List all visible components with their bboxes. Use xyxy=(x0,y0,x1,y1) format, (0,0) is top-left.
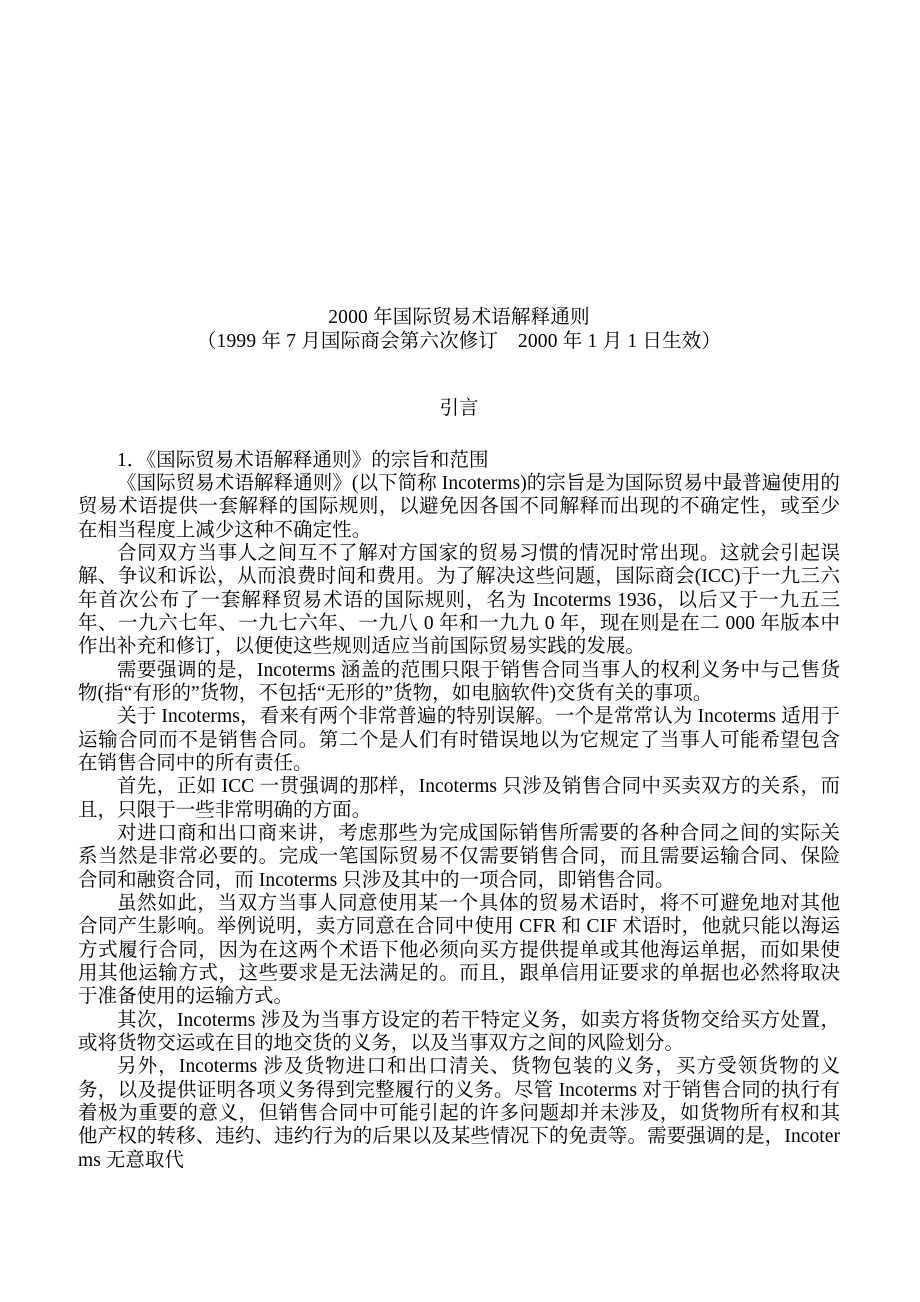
paragraph: 另外，Incoterms 涉及货物进口和出口清关、货物包装的义务，买方受领货物的义务，以及提供证明各项义务得到完整履行的义务。尽管 Incoterms 对于销售合同的执行有着极为重要的意义，但销售合同中可能引起的许多问题却并未涉及，如货物所有权和其他产权的转移、违约、违约行为的后果以及某些情况下的免责等。需要强调的是，Incoterms 无意取代 xyxy=(78,1056,840,1171)
paragraph: 关于 Incoterms，看来有两个非常普遍的特别误解。一个是常常认为 Incoterms 适用于运输合同而不是销售合同。第二个是人们有时错误地以为它规定了当事人可能希望包含在销售合同中的所有责任。 xyxy=(78,706,840,774)
page-title: 2000 年国际贸易术语解释通则 xyxy=(328,307,590,328)
paragraph: 《国际贸易术语解释通则》(以下简称 Incoterms)的宗旨是为国际贸易中最普遍使用的贸易术语提供一套解释的国际规则，以避免因各国不同解释而出现的不确定性，或至少在相当程度上减少这种不确定性。 xyxy=(78,472,840,541)
page-subtitle: （1999 年 7 月国际商会第六次修订 2000 年 1 月 1 日生效） xyxy=(196,330,722,352)
paragraph: 首先，正如 ICC 一贯强调的那样，Incoterms 只涉及销售合同中买卖双方的关系，而且，只限于一些非常明确的方面。 xyxy=(78,776,840,821)
paragraph: 虽然如此，当双方当事人同意使用某一个具体的贸易术语时，将不可避免地对其他合同产生影响。举例说明，卖方同意在合同中使用 CFR 和 CIF 术语时，他就只能以海运方式履行合同，因为在这两个术语下他必须向买方提供提单或其他海运单据，而如果使用其他运输方式，这些要求是无法满足的。而且，跟单信用证要求的单据也必然将取决于准备使用的运输方式。 xyxy=(78,893,840,1008)
paragraph: 1．《国际贸易术语解释通则》的宗旨和范围 xyxy=(117,449,489,471)
paragraph: 其次，Incoterms 涉及为当事方设定的若干特定义务，如卖方将货物交给买方处置，或将货物交运或在目的地交货的义务，以及当事双方之间的风险划分。 xyxy=(78,1009,840,1055)
section-heading-introduction: 引言 xyxy=(439,398,479,419)
body-text xyxy=(78,449,840,1173)
paragraph: 对进口商和出口商来讲，考虑那些为完成国际销售所需要的各种合同之间的实际关系当然是非常必要的。完成一笔国际贸易不仅需要销售合同，而且需要运输合同、保险合同和融资合同，而 Incoterms 只涉及其中的一项合同，即销售合同。 xyxy=(78,823,840,891)
document-content xyxy=(78,0,840,1172)
paragraph: 需要强调的是，Incoterms 涵盖的范围只限于销售合同当事人的权利义务中与己售货物(指“有形的”货物，不包括“无形的”货物，如电脑软件)交货有关的事项。 xyxy=(78,659,840,704)
paragraph: 合同双方当事人之间互不了解对方国家的贸易习惯的情况时常出现。这就会引起误解、争议和诉讼，从而浪费时间和费用。为了解决这些问题，国际商会(ICC)于一九三六年首次公布了一套解释贸易术语的国际规则，名为 Incoterms 1936，以后又于一九五三年、一九六七年、一九七六年、一九八 0 年和一九九 0 年，现在则是在二 000 年版本中作出补充和修订，以便使这些规则适应当前国际贸易实践的发展。 xyxy=(78,542,840,658)
title-block xyxy=(78,306,840,353)
